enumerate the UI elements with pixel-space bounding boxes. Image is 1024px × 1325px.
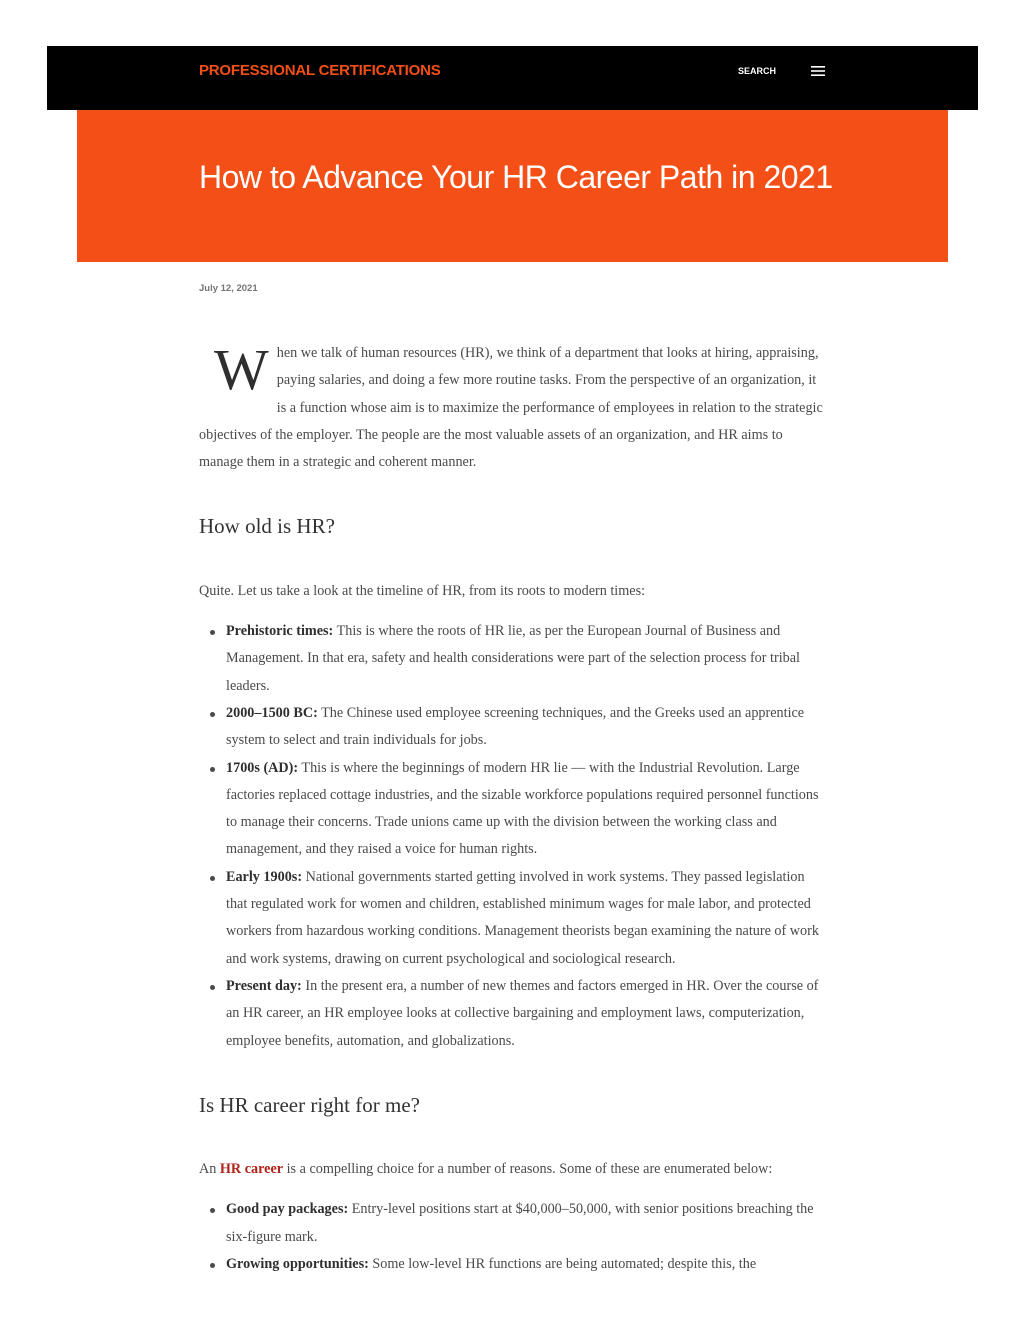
list-item-term: Growing opportunities:: [226, 1256, 369, 1273]
section-heading-is-hr-right: Is HR career right for me?: [199, 1092, 420, 1117]
reasons-list: [199, 1196, 827, 1278]
list-item-term: 1700s (AD):: [226, 759, 299, 776]
reasons-intro-suffix: is a compelling choice for a number of reasons. Some of these are enumerated below:: [283, 1161, 773, 1178]
top-navigation-bar: [47, 46, 978, 110]
list-item: [226, 973, 827, 1055]
list-item: [226, 755, 827, 864]
list-item: [226, 864, 827, 973]
intro-paragraph: [199, 337, 827, 476]
reasons-intro-prefix: An: [199, 1161, 220, 1178]
hr-career-link[interactable]: HR career: [219, 1161, 284, 1178]
hamburger-menu-icon[interactable]: [811, 66, 825, 76]
page-bottom-cutoff: [0, 1279, 1024, 1325]
list-item-text: National governments started getting involved in work systems. They passed legislation that regulated work for women and children, established minimum wages for male labor, and protected workers from hazardous working conditions. Management theorists began examining the nature of work and work systems, drawing on current psychological and sociological research.: [226, 868, 819, 967]
dropcap-letter: W: [214, 337, 269, 402]
post-date: July 12, 2021: [199, 283, 258, 294]
list-item-term: Early 1900s:: [226, 868, 303, 885]
list-item-text: The Chinese used employee screening techniques, and the Greeks used an apprentice system to select and train individuals for jobs.: [226, 704, 805, 749]
list-item: [226, 700, 827, 755]
list-item: [226, 1251, 827, 1278]
list-item-text: Entry-level positions start at $40,000–50,000, with senior positions breaching the six-figure mark.: [226, 1201, 814, 1245]
list-item-term: Prehistoric times:: [226, 623, 334, 640]
reasons-intro: [199, 1156, 827, 1183]
list-item-term: Present day:: [226, 977, 302, 994]
list-item: [226, 1196, 827, 1251]
search-button[interactable]: SEARCH: [738, 66, 777, 76]
list-item-term: Good pay packages:: [226, 1201, 349, 1218]
list-item-text: This is where the roots of HR lie, as per the European Journal of Business and Management. In that era, safety and health considerations were part of the selection process for tribal leaders.: [226, 623, 800, 694]
page-title: How to Advance Your HR Career Path in 2021: [199, 159, 833, 195]
section-heading-how-old: How old is HR?: [199, 514, 335, 539]
list-item-term: 2000–1500 BC:: [226, 704, 318, 721]
list-item: [226, 618, 827, 700]
timeline-list: [199, 618, 827, 1055]
timeline-intro: Quite. Let us take a look at the timeline of HR, from its roots to modern times:: [199, 582, 646, 599]
list-item-text: Some low-level HR functions are being automated; despite this, the: [368, 1256, 757, 1273]
hero-banner: [77, 110, 948, 262]
intro-text: hen we talk of human resources (HR), we think of a department that looks at hiring, appraising, paying salaries, and doing a few more routine tasks. From the perspective of an organization, it is a function whose aim is to maximize the performance of employees in relation to the strategic objectives of the employer. The people are the most valuable assets of an organization, and HR aims to manage them in a strategic and coherent manner.: [199, 345, 823, 471]
list-item-text: In the present era, a number of new themes and factors emerged in HR. Over the course of an HR career, an HR employee looks at collective bargaining and employment laws, computerization, employee benefits, automation, and globalizations.: [226, 977, 819, 1049]
site-brand-link[interactable]: PROFESSIONAL CERTIFICATIONS: [199, 62, 441, 79]
list-item-text: This is where the beginnings of modern HR lie — with the Industrial Revolution. Large factories replaced cottage industries, and the sizable workforce populations required personnel functions to manage their concerns. Trade unions came up with the division between the working class and management, and they raised a voice for human rights.: [226, 759, 819, 858]
article-body: [199, 337, 827, 1278]
